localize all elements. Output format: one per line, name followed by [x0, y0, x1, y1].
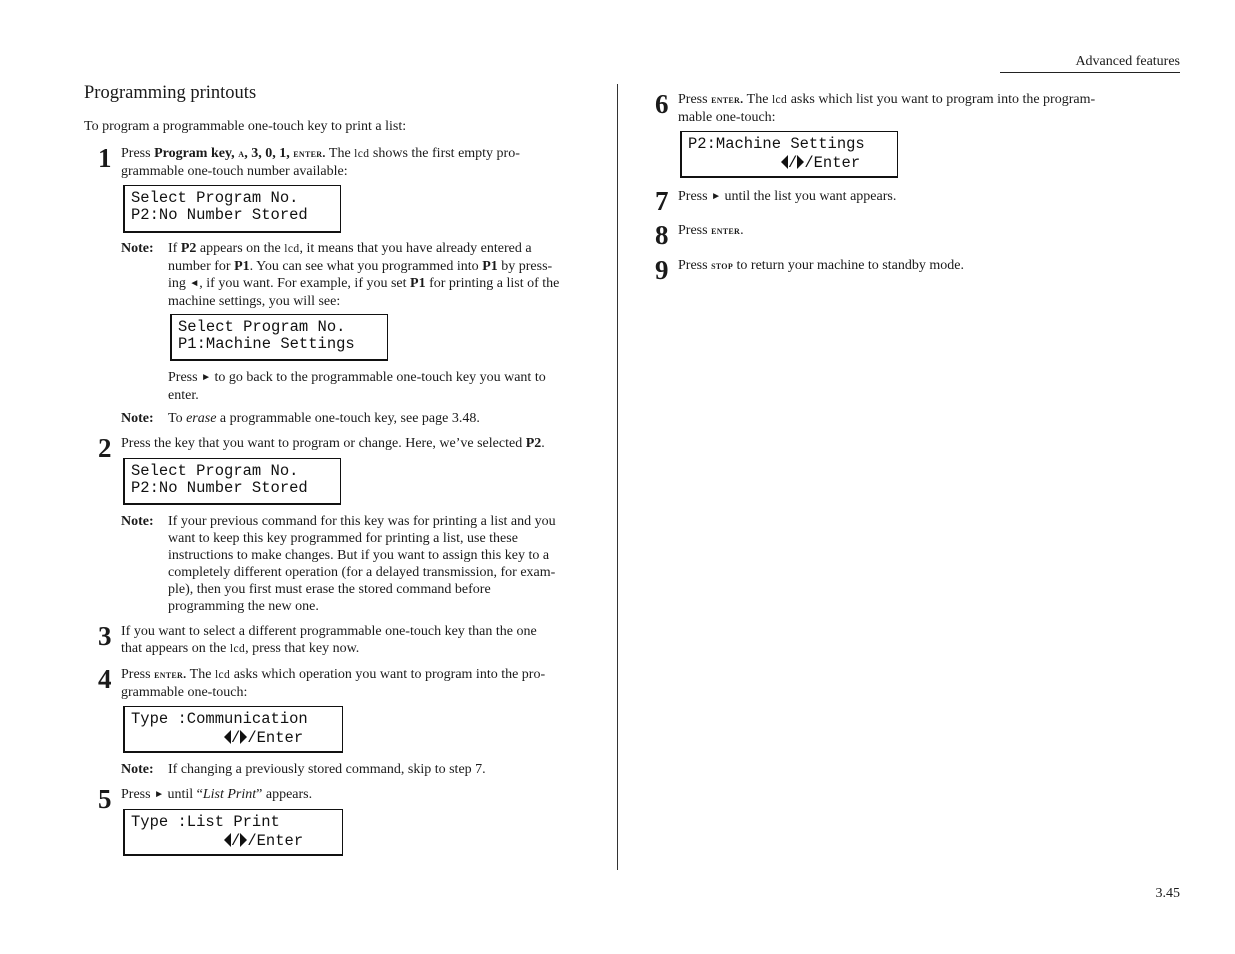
lcd-display-note-1: [170, 314, 388, 361]
key-enter: enter.: [711, 92, 744, 106]
right-triangle-icon: [240, 730, 247, 744]
step-7-text: [678, 188, 1153, 206]
key-stop: stop: [711, 258, 734, 272]
t: .: [740, 223, 744, 238]
right-triangle-icon: [240, 833, 247, 847]
key-program: Program key,: [154, 146, 235, 161]
step-2-text: [121, 435, 601, 452]
t: programming the new one.: [168, 599, 319, 614]
section-title: Advanced features: [1075, 54, 1180, 69]
note-3-text: [168, 513, 593, 615]
lcd-line-1: Type :Communication: [131, 710, 308, 728]
lcd-line-2: P2:No Number Stored: [131, 206, 308, 224]
slash: /: [788, 154, 798, 172]
pad: [688, 154, 781, 172]
note-1-after: [168, 369, 588, 404]
step-number-2: 2: [98, 433, 112, 463]
t: Press the key that you want to program or change. Here, we’ve selected: [121, 436, 526, 451]
key-p2: P2: [180, 241, 197, 256]
t: ple), then you first must erase the stored command before: [168, 582, 491, 597]
step-number-6: 6: [655, 89, 669, 119]
t: until “: [163, 787, 203, 802]
note-label: Note:: [121, 762, 154, 777]
step-number-9: 9: [655, 255, 669, 285]
t: completely different operation (for a delayed transmission, for exam-: [168, 565, 556, 580]
t: mable one-touch:: [678, 110, 776, 125]
lcd-enter: /Enter: [247, 832, 304, 850]
lcd-line-1: Select Program No.: [178, 318, 346, 336]
step-number-3: 3: [98, 621, 112, 651]
slash: /: [231, 729, 241, 747]
step-4-text: [121, 666, 596, 701]
t: instructions to make changes. But if you want to assign this key to a: [168, 548, 550, 563]
step-number-5: 5: [98, 784, 112, 814]
step-9-text: [678, 257, 1153, 274]
slash: /: [231, 832, 241, 850]
t: ” appears.: [256, 787, 313, 802]
page-number: 3.45: [1155, 886, 1180, 901]
left-triangle-icon: [224, 833, 231, 847]
column-divider: [617, 84, 618, 870]
t: The: [186, 667, 215, 682]
lcd-abbr: lcd: [214, 669, 231, 681]
lcd-display-step-2: [123, 458, 341, 505]
t: until the list you want appears.: [720, 189, 897, 204]
key-enter: enter.: [293, 146, 326, 160]
note-label: Note:: [121, 514, 154, 529]
page-title: Programming printouts: [84, 83, 257, 103]
note-1-text: [168, 240, 593, 310]
left-triangle-icon: [224, 730, 231, 744]
lcd-abbr: lcd: [771, 94, 788, 106]
t: that appears on the: [121, 641, 230, 656]
t: , if you want. For example, if you set: [199, 276, 411, 291]
t: If your previous command for this key was for printing a list and you: [168, 514, 556, 529]
t: to go back to the programmable one-touch key you want to: [210, 370, 546, 385]
step-5-text: [121, 786, 596, 804]
lcd-abbr: lcd: [229, 643, 246, 655]
t: Press: [678, 258, 712, 273]
lcd-display-step-4: [123, 706, 343, 753]
note-label: Note:: [121, 411, 154, 426]
t: If you want to select a different programmable one-touch key than the one: [121, 624, 537, 639]
lcd-enter: /Enter: [247, 729, 304, 747]
note-2-text: [168, 410, 593, 427]
t: number for: [168, 259, 235, 274]
t: by press-: [497, 259, 553, 274]
t: Press: [678, 189, 712, 204]
t: for printing a list of the: [425, 276, 560, 291]
key-p1: P1: [234, 259, 250, 274]
lcd-line-2: [131, 728, 336, 747]
lcd-enter: /Enter: [804, 154, 861, 172]
left-triangle-icon: [781, 155, 788, 169]
right-arrow-icon: ►: [711, 191, 721, 202]
right-arrow-icon: ►: [154, 789, 164, 800]
t: Press: [678, 92, 712, 107]
text-rest-2: grammable one-touch number available:: [121, 164, 348, 179]
t: Press: [121, 787, 155, 802]
text-rest: shows the first empty pro-: [369, 146, 520, 161]
text-the: The: [325, 146, 355, 161]
intro-text: To program a programmable one-touch key to print a list:: [84, 119, 407, 134]
step-number-1: 1: [98, 143, 112, 173]
step-3-text: [121, 623, 596, 658]
step-8-text: [678, 222, 1153, 239]
lcd-display-step-5: [123, 809, 343, 856]
t: . You can see what you programmed into: [249, 259, 483, 274]
t: If: [168, 241, 181, 256]
t: grammable one-touch:: [121, 685, 248, 700]
lcd-line-1: P2:Machine Settings: [688, 135, 865, 153]
text-press: Press: [121, 146, 155, 161]
note-label: Note:: [121, 241, 154, 256]
t: enter.: [168, 388, 199, 403]
t: To: [168, 411, 187, 426]
step-number-7: 7: [655, 186, 669, 216]
step-6-text: [678, 91, 1168, 126]
t: The: [743, 92, 772, 107]
lcd-display-step-1: [123, 185, 341, 233]
pad: [131, 832, 224, 850]
t: Press: [678, 223, 712, 238]
lcd-line-2: [131, 831, 336, 850]
t: a programmable one-touch key, see page 3.48.: [216, 411, 480, 426]
t: appears on the: [196, 241, 285, 256]
running-header: [1000, 53, 1180, 73]
right-triangle-icon: [797, 155, 804, 169]
t: machine settings, you will see:: [168, 294, 341, 309]
note-4-text: If changing a previously stored command, skip to step 7.: [168, 762, 486, 777]
t: asks which list you want to program into the program-: [787, 92, 1096, 107]
t: , it means that you have already entered a: [299, 241, 532, 256]
t: want to keep this key programmed for printing a list, use these: [168, 531, 518, 546]
t: ing: [168, 276, 190, 291]
t: .: [541, 436, 545, 451]
lcd-line-1: Select Program No.: [131, 189, 299, 207]
t: asks which operation you want to program into the pro-: [230, 667, 546, 682]
key-a: a: [238, 146, 245, 160]
lcd-line-2: P1:Machine Settings: [178, 335, 355, 353]
step-number-4: 4: [98, 664, 112, 694]
key-p2: P2: [525, 436, 542, 451]
step-1-text: [121, 145, 596, 180]
key-enter: enter: [711, 223, 741, 237]
pad: [131, 729, 224, 747]
lcd-line-2: P2:No Number Stored: [131, 479, 308, 497]
step-number-8: 8: [655, 220, 669, 250]
lcd-line-2: [688, 153, 891, 172]
lcd-abbr: lcd: [354, 148, 370, 160]
key-p1: P1: [482, 259, 498, 274]
t: Press: [168, 370, 202, 385]
t: Press: [121, 667, 155, 682]
lcd-line-1: Type :List Print: [131, 813, 280, 831]
key-enter: enter.: [154, 667, 187, 681]
lcd-abbr: lcd: [284, 243, 300, 255]
t: to return your machine to standby mode.: [733, 258, 964, 273]
right-arrow-icon: ►: [201, 372, 211, 383]
key-p1: P1: [410, 276, 426, 291]
t: , press that key now.: [245, 641, 360, 656]
t-italic: erase: [186, 411, 217, 426]
t-italic: List Print: [202, 787, 257, 802]
lcd-display-step-6: [680, 131, 898, 178]
lcd-line-1: Select Program No.: [131, 462, 299, 480]
left-arrow-icon: ◄: [189, 278, 200, 289]
key-digits: , 3, 0, 1,: [244, 146, 290, 161]
